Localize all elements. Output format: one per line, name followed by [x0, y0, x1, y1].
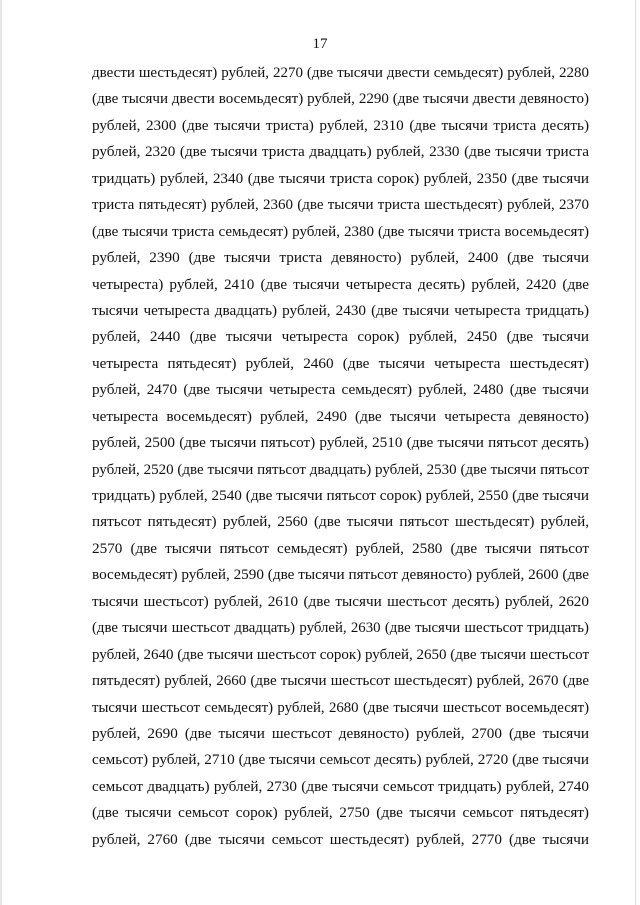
text-line: тридцать) рублей, 2340 (две тысячи триста сорок) рублей, 2350 (две тысячи — [92, 169, 589, 187]
body-text — [92, 60, 589, 853]
text-line: семьсот двадцать) рублей, 2730 (две тысячи семьсот тридцать) рублей, 2740 — [92, 777, 589, 795]
text-line: триста пятьдесят) рублей, 2360 (две тысячи триста шестьдесят) рублей, 2370 — [92, 197, 589, 214]
page-number: 17 — [312, 36, 328, 52]
text-line: четыреста восемьдесят) рублей, 2490 (две тысячи четыреста девяносто) — [92, 407, 589, 425]
text-line: (две тысячи триста семьдесят) рублей, 2380 (две тысячи триста восемьдесят) — [92, 223, 589, 240]
text-line: рублей, 2690 (две тысячи шестьсот девяносто) рублей, 2700 (две тысячи — [92, 724, 589, 742]
text-line: четыреста пятьдесят) рублей, 2460 (две тысячи четыреста шестьдесят) — [92, 354, 589, 372]
text-line: (две тысячи семьсот сорок) рублей, 2750 (две тысячи семьсот пятьдесят) — [92, 804, 589, 822]
text-line: рублей, 2320 (две тысячи триста двадцать) рублей, 2330 (две тысячи триста — [92, 143, 589, 161]
text-line: тысячи четыреста двадцать) рублей, 2430 (две тысячи четыреста тридцать) — [92, 301, 589, 319]
text-line: пятьсот пятьдесят) рублей, 2560 (две тысячи пятьсот шестьдесят) рублей, — [92, 513, 589, 531]
text-line: (две тысячи шестьсот двадцать) рублей, 2630 (две тысячи шестьсот тридцать) — [92, 620, 589, 637]
text-line: четыреста) рублей, 2410 (две тысячи четыреста десять) рублей, 2420 (две — [92, 275, 589, 293]
text-line: двести шестьдесят) рублей, 2270 (две тысячи двести семьдесят) рублей, 2280 — [92, 65, 589, 81]
text-line: восемьдесят) рублей, 2590 (две тысячи пятьсот девяносто) рублей, 2600 (две — [92, 566, 589, 584]
text-line: тысячи шестьсот семьдесят) рублей, 2680 (две тысячи шестьсот восемьдесят) — [92, 699, 589, 716]
text-line: (две тысячи двести восемьдесят) рублей, 2290 (две тысячи двести девяносто) — [92, 91, 589, 108]
text-line: рублей, 2390 (две тысячи триста девяносто) рублей, 2400 (две тысячи — [92, 249, 589, 267]
text-line: 2570 (две тысячи пятьсот семьдесят) рублей, 2580 (две тысячи пятьсот — [92, 539, 589, 557]
text-line: рублей, 2760 (две тысячи семьсот шестьдесят) рублей, 2770 (две тысячи — [92, 830, 589, 848]
text-line: рублей, 2640 (две тысячи шестьсот сорок) рублей, 2650 (две тысячи шестьсот — [92, 646, 589, 663]
scan-edge-left — [0, 0, 2, 905]
text-line: семьсот) рублей, 2710 (две тысячи семьсот десять) рублей, 2720 (две тысячи — [92, 751, 589, 769]
text-line: рублей, 2470 (две тысячи четыреста семьдесят) рублей, 2480 (две тысячи — [92, 381, 589, 399]
text-line: рублей, 2440 (две тысячи четыреста сорок) рублей, 2450 (две тысячи — [92, 328, 589, 346]
text-line: рублей, 2500 (две тысячи пятьсот) рублей, 2510 (две тысячи пятьсот десять) — [92, 434, 589, 452]
text-line: тысячи шестьсот) рублей, 2610 (две тысячи шестьсот десять) рублей, 2620 — [92, 592, 589, 610]
text-line: рублей, 2300 (две тысячи триста) рублей, 2310 (две тысячи триста десять) — [92, 116, 589, 134]
text-line: рублей, 2520 (две тысячи пятьсот двадцать) рублей, 2530 (две тысячи пятьсот — [92, 461, 589, 478]
text-line: пятьдесят) рублей, 2660 (две тысячи шестьсот шестьдесят) рублей, 2670 (две — [92, 673, 589, 690]
scan-edge-right — [635, 0, 636, 905]
text-line: тридцать) рублей, 2540 (две тысячи пятьсот сорок) рублей, 2550 (две тысячи — [92, 487, 589, 504]
